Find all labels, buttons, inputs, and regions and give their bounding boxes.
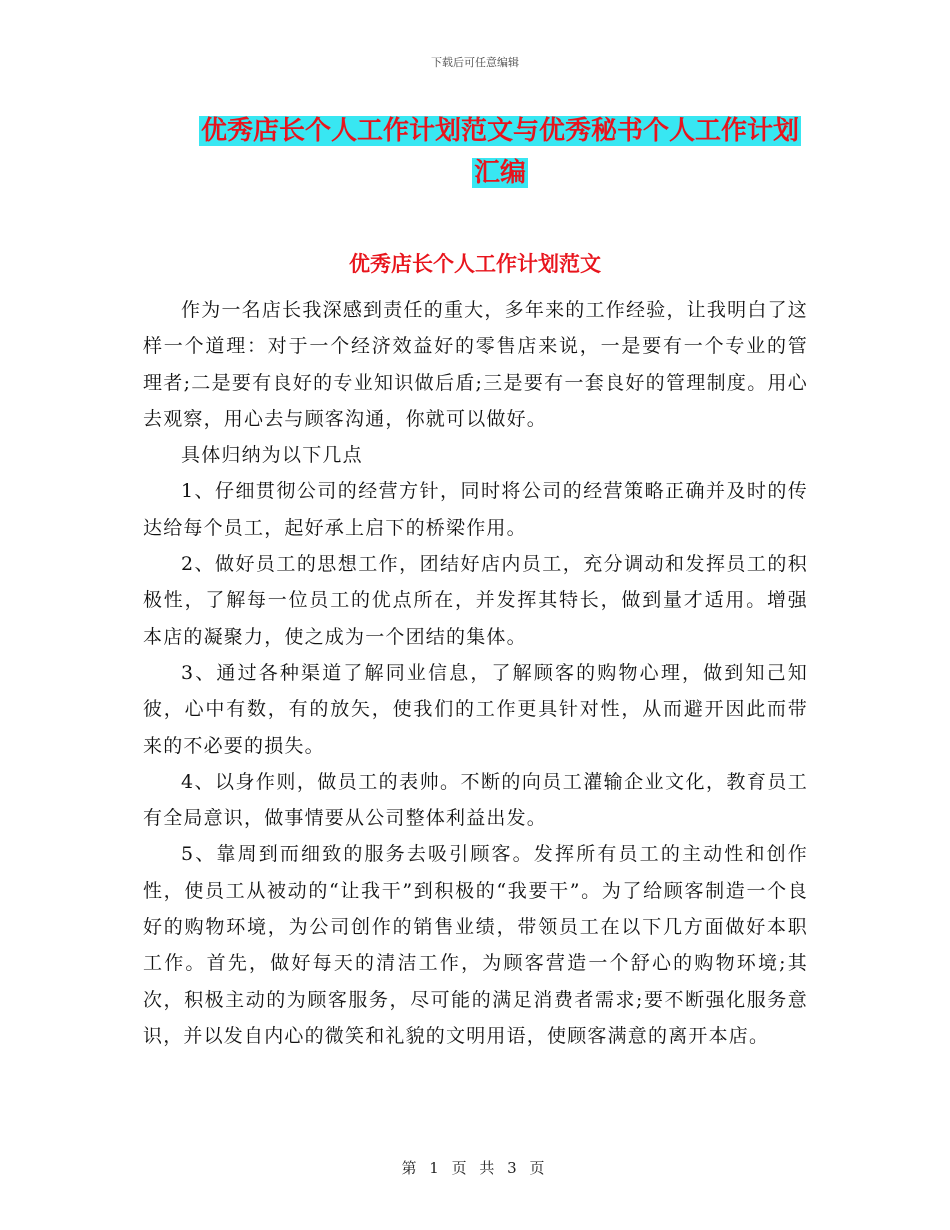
paragraph-point-3: 3、通过各种渠道了解同业信息，了解顾客的购物心理，做到知己知彼，心中有数，有的放矢，使我们的工作更具针对性，从而避开因此而带来的不必要的损失。 bbox=[143, 661, 808, 757]
paragraph-point-1: 1、仔细贯彻公司的经营方针，同时将公司的经营策略正确并及时的传达给每个员工，起好承上启下的桥梁作用。 bbox=[143, 480, 808, 539]
document-body bbox=[143, 292, 808, 1054]
document-title-line-1: 优秀店长个人工作计划范文与优秀秘书个人工作计划 bbox=[200, 116, 799, 146]
paragraph-point-2: 2、做好员工的思想工作，团结好店内员工，充分调动和发挥员工的积极性，了解每一位员工的优点所在，并发挥其特长，做到量才适用。增强本店的凝聚力，使之成为一个团结的集体。 bbox=[143, 553, 808, 648]
paragraph-point-4: 4、以身作则，做员工的表帅。不断的向员工灌输企业文化，教育员工有全局意识，做事情要从公司整体利益出发。 bbox=[143, 770, 808, 830]
paragraph-point-5: 5、靠周到而细致的服务去吸引顾客。发挥所有员工的主动性和创作性，使员工从被动的“让我干”到积极的“我要干”。为了给顾客制造一个良好的购物环境，为公司创作的销售业绩，带领员工在以下几方面做好本职工作。首先，做好每天的清洁工作，为顾客营造一个舒心的购物环境;其次，积极主动的为顾客服务，尽可能的满足消费者需求;要不断强化服务意识，并以发自内心的微笑和礼貌的文明用语，使顾客满意的离开本店。 bbox=[143, 843, 808, 1047]
document-title-line-2: 汇编 bbox=[473, 158, 526, 188]
page-footer: 第 1 页 共 3 页 bbox=[401, 1159, 549, 1177]
paragraph-intro: 作为一名店长我深感到责任的重大，多年来的工作经验，让我明白了这样一个道理：对于一个经济效益好的零售店来说，一是要有一个专业的管理者;二是要有良好的专业知识做后盾;三是要有一套良好的管理制度。用心去观察，用心去与顾客沟通，你就可以做好。 bbox=[143, 299, 808, 430]
section-title: 优秀店长个人工作计划范文 bbox=[349, 252, 601, 276]
document-title bbox=[150, 110, 850, 194]
paragraph-summary-lead: 具体归纳为以下几点 bbox=[181, 444, 363, 467]
page-header: 下载后可任意编辑 bbox=[431, 56, 519, 69]
